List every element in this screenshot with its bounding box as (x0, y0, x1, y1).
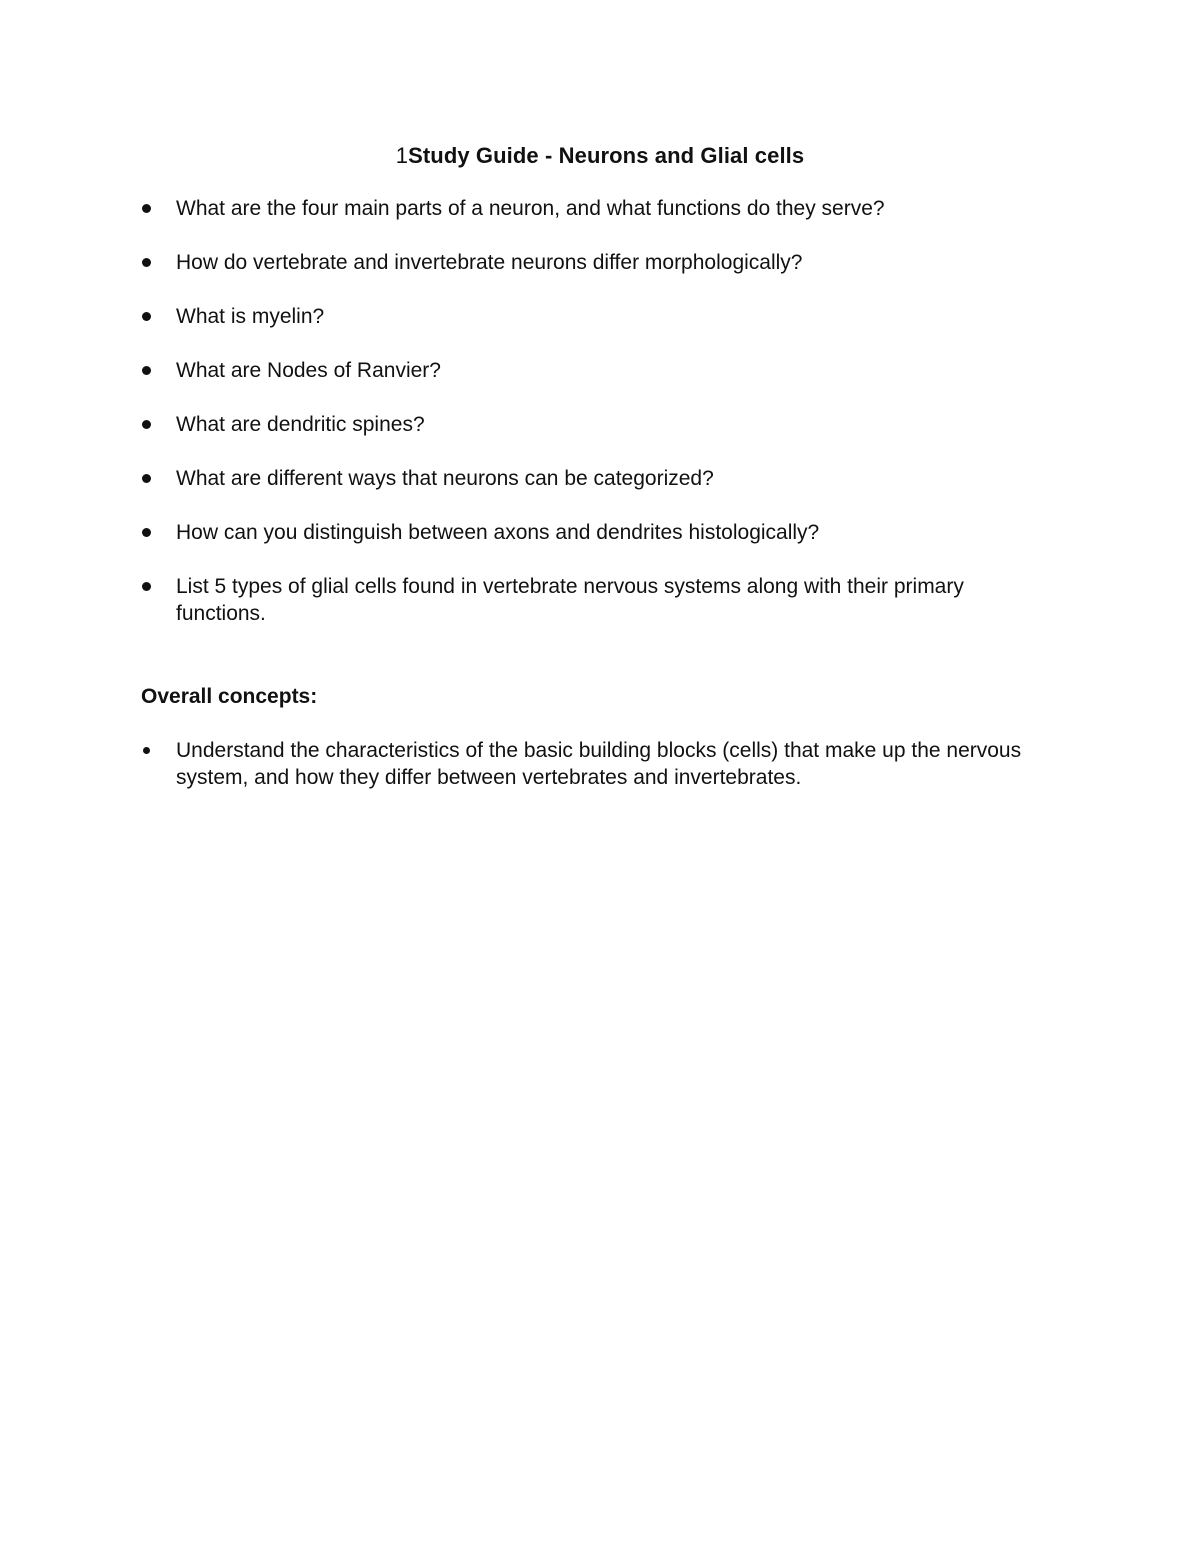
title-number: 1 (395, 143, 409, 168)
list-item (140, 573, 1040, 627)
list-item (140, 519, 1040, 546)
list-item (140, 411, 1040, 438)
list-item (140, 303, 1040, 330)
list-item (140, 195, 1040, 222)
question-text: What are different ways that neurons can be categorized? (176, 467, 714, 490)
bullet-icon (142, 474, 151, 483)
concept-text: Understand the characteristics of the basic building blocks (cells) that make up the nervous system, and how they differ between vertebrates and invertebrates. (176, 739, 1022, 789)
concept-list (140, 737, 1060, 791)
list-item (140, 737, 1060, 791)
question-text: What are dendritic spines? (176, 413, 425, 436)
overall-concepts-heading: Overall concepts: (141, 685, 318, 708)
list-item (140, 357, 1040, 384)
bullet-icon (142, 204, 151, 213)
question-list (140, 195, 1040, 654)
bullet-icon (142, 258, 151, 267)
bullet-icon (142, 528, 151, 537)
list-item (140, 249, 1040, 276)
question-text: What is myelin? (176, 305, 325, 328)
question-text: What are Nodes of Ranvier? (176, 359, 441, 382)
question-text: List 5 types of glial cells found in vertebrate nervous systems along with their primary functions. (176, 575, 964, 625)
bullet-icon (142, 420, 151, 429)
question-text: How do vertebrate and invertebrate neurons differ morphologically? (176, 251, 803, 274)
page-title (0, 141, 1200, 171)
question-text: What are the four main parts of a neuron, and what functions do they serve? (176, 197, 885, 220)
bullet-icon (143, 747, 150, 754)
title-text: Study Guide - Neurons and Glial cells (408, 143, 805, 168)
bullet-icon (142, 312, 151, 321)
list-item (140, 465, 1040, 492)
bullet-icon (142, 366, 151, 375)
question-text: How can you distinguish between axons and dendrites histologically? (176, 521, 820, 544)
bullet-icon (142, 582, 151, 591)
